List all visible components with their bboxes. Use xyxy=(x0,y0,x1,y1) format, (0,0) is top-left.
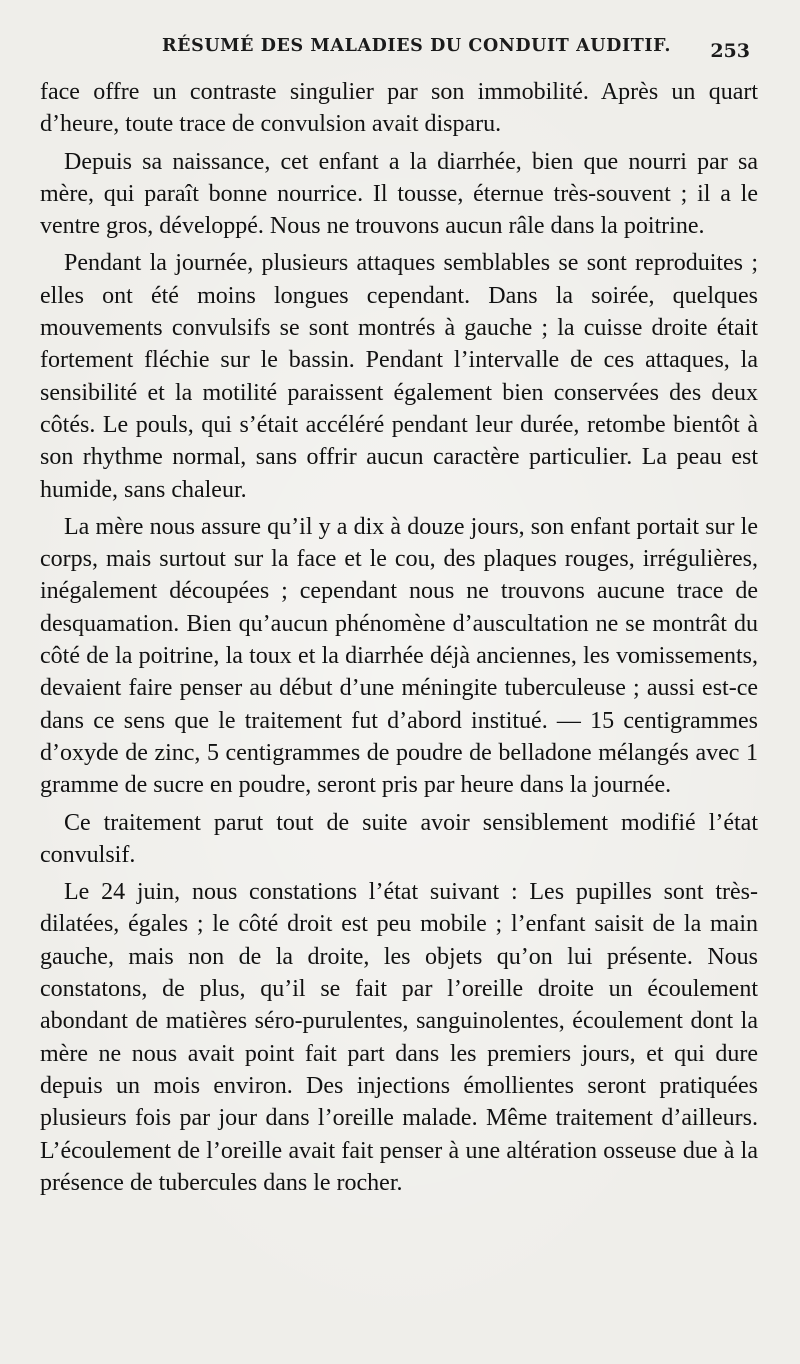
running-title: RÉSUMÉ DES MALADIES DU CONDUIT AUDITIF. xyxy=(162,36,672,56)
paragraph: La mère nous assure qu’il y a dix à douze jours, son enfant portait sur le corps, mais surtout sur la face et le cou, des plaques rouges, irrégulières, inégalement découpées ; cependant nous ne trouvons aucune trace de desquamation. Bien qu’aucun phénomène d’auscultation ne se montrât du côté de la poitrine, la toux et la diarrhée déjà anciennes, les vomissements, devaient faire penser au début d’une méningite tuberculeuse ; aussi est-ce dans ce sens que le traitement fut d’abord institué. — 15 centigrammes d’oxyde de zinc, 5 centigrammes de poudre de belladone mélangés avec 1 gramme de sucre en poudre, seront pris par heure dans la journée. xyxy=(40,513,758,799)
paragraph: Pendant la journée, plusieurs attaques semblables se sont reproduites ; elles ont été moins longues cependant. Dans la soirée, quelques mouvements convulsifs se sont montrés à gauche ; la cuisse droite était fortement fléchie sur le bassin. Pendant l’intervalle de ces attaques, la sensibilité et la motilité paraissent également bien conservées des deux côtés. Le pouls, qui s’était accéléré pendant leur durée, retombe bientôt à son rhythme normal, sans offrir aucun caractère particulier. La peau est humide, sans chaleur. xyxy=(40,250,758,503)
paragraph: Depuis sa naissance, cet enfant a la diarrhée, bien que nourri par sa mère, qui paraît bonne nourrice. Il tousse, éternue très-souvent ; il a le ventre gros, développé. Nous ne trouvons aucun râle dans la poitrine. xyxy=(40,148,758,240)
paragraph: Le 24 juin, nous constations l’état suivant : Les pupilles sont très-dilatées, égales ; le côté droit est peu mobile ; l’enfant saisit de la main gauche, mais non de la droite, les objets qu’on lui présente. Nous constatons, de plus, qu’il se fait par l’oreille droite un écoulement abondant de matières séro-purulentes, sanguinolentes, écoulement dont la mère ne nous avait point fait part dans les premiers jours, et qui dure depuis un mois environ. Des injections émollientes seront pratiquées plusieurs fois par jour dans l’oreille malade. Même traitement d’ailleurs. L’écoulement de l’oreille avait fait penser à une altération osseuse due à la présence de tubercules dans le rocher. xyxy=(40,879,758,1196)
body-text xyxy=(40,76,758,1204)
page-number: 253 xyxy=(710,40,750,62)
paragraph-continuation: face offre un contraste singulier par son immobilité. Après un quart d’heure, toute trace de convulsion avait disparu. xyxy=(40,79,758,138)
paragraph: Ce traitement parut tout de suite avoir sensiblement modifié l’état convulsif. xyxy=(40,809,758,868)
page-header xyxy=(150,36,750,66)
